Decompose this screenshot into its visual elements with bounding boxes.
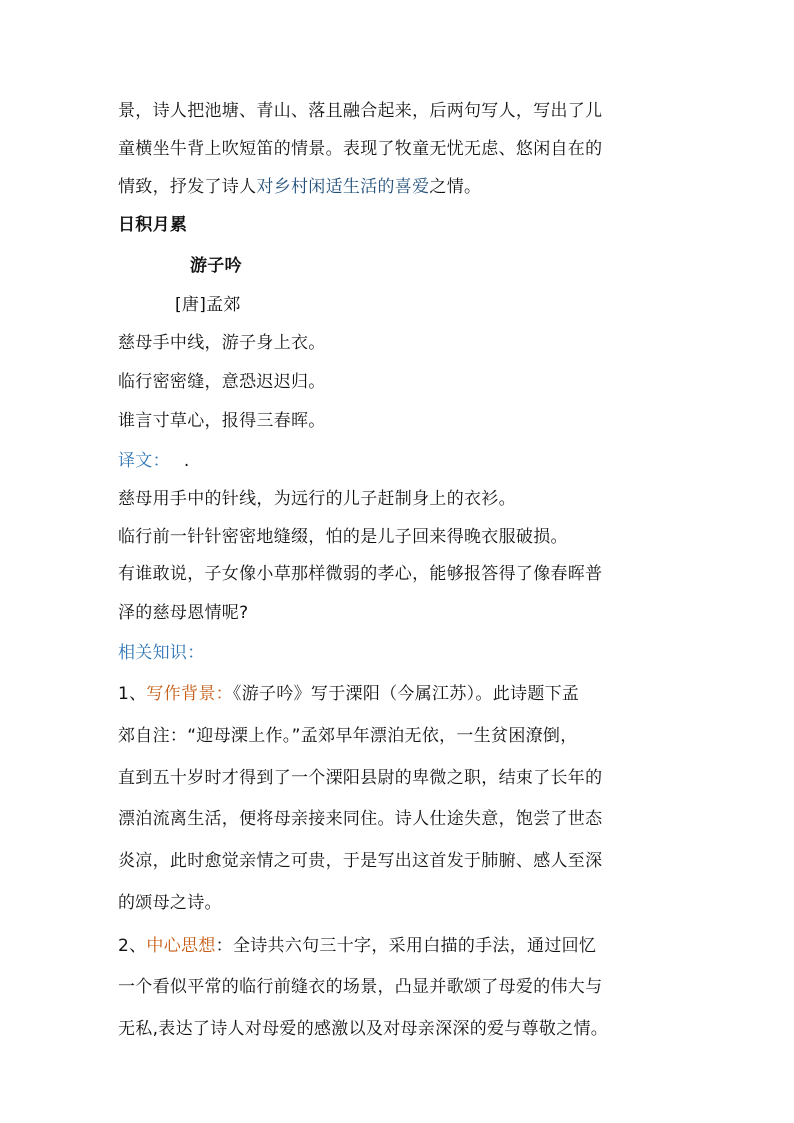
translation-line-3: 有谁敢说，子女像小草那样微弱的孝心，能够报答得了像春晖普 — [118, 564, 603, 584]
intro-highlight: 对乡村闲适生活的喜爱 — [256, 177, 430, 197]
poem-line-1: 慈母手中线，游子身上衣。 — [118, 333, 326, 353]
poem-author: [唐]孟郊 — [175, 295, 241, 315]
central-idea-line-1 — [118, 925, 688, 967]
intro-line-3-suffix: 之情。 — [429, 177, 482, 197]
background-line-6: 的颂母之诗。 — [118, 893, 222, 913]
intro-line-2: 童横坐牛背上吹短笛的情景。表现了牧童无忧无虑、悠闲自在的 — [118, 139, 603, 159]
poem-title: 游子吟 — [190, 256, 242, 276]
section-heading: 日积月累 — [118, 215, 188, 235]
background-line-3: 直到五十岁时才得到了一个溧阳县尉的卑微之职，结束了长年的 — [118, 768, 603, 788]
translation-line-2: 临行前一针针密密地缝缀，怕的是儿子回来得晚衣服破损。 — [118, 527, 568, 547]
item2-label: 中心思想 — [146, 936, 216, 956]
poem-line-3: 谁言寸草心，报得三春晖。 — [118, 411, 326, 431]
background-line-2: 郊自注：“迎母溧上作。”孟郊早年漂泊无依，一生贫困潦倒， — [118, 726, 578, 746]
central-idea-line-3: 无私,表达了诗人对母爱的感激以及对母亲深深的爱与尊敬之情。 — [118, 1019, 609, 1039]
item1-number: 1、 — [118, 684, 147, 704]
translation-dot: . — [183, 451, 190, 471]
item2-colon: ： — [215, 936, 233, 956]
item1-label: 写作背景： — [146, 684, 233, 704]
intro-line-1: 景，诗人把池塘、青山、落且融合起来，后两句写人，写出了儿 — [118, 101, 603, 121]
poem-line-2: 临行密密缝，意恐迟迟归。 — [118, 372, 326, 392]
translation-label-row — [118, 440, 688, 482]
item2-text-1: 全诗共六句三十字，采用白描的手法，通过回忆 — [232, 936, 597, 956]
central-idea-line-2: 一个看似平常的临行前缝衣的场景，凸显并歌颂了母爱的伟大与 — [118, 977, 603, 997]
translation-line-1: 慈母用手中的针线，为远行的儿子赶制身上的衣衫。 — [118, 489, 516, 509]
knowledge-label: 相关知识： — [118, 643, 205, 663]
intro-line-3 — [118, 166, 688, 208]
item2-number: 2、 — [118, 936, 147, 956]
intro-line-3-prefix: 情致，抒发了诗人 — [118, 177, 257, 197]
background-line-4: 漂泊流离生活，便将母亲接来同住。诗人仕途失意，饱尝了世态 — [118, 809, 603, 829]
background-line-1 — [118, 673, 688, 715]
item1-text-1: 《游子吟》写于溧阳（今属江苏）。此诗题下孟 — [232, 684, 580, 704]
translation-line-4: 泽的慈母恩情呢? — [118, 603, 249, 623]
background-line-5: 炎凉，此时愈觉亲情之可贵，于是写出这首发于肺腑、感人至深 — [118, 851, 603, 871]
translation-label: 译文： — [118, 451, 170, 471]
